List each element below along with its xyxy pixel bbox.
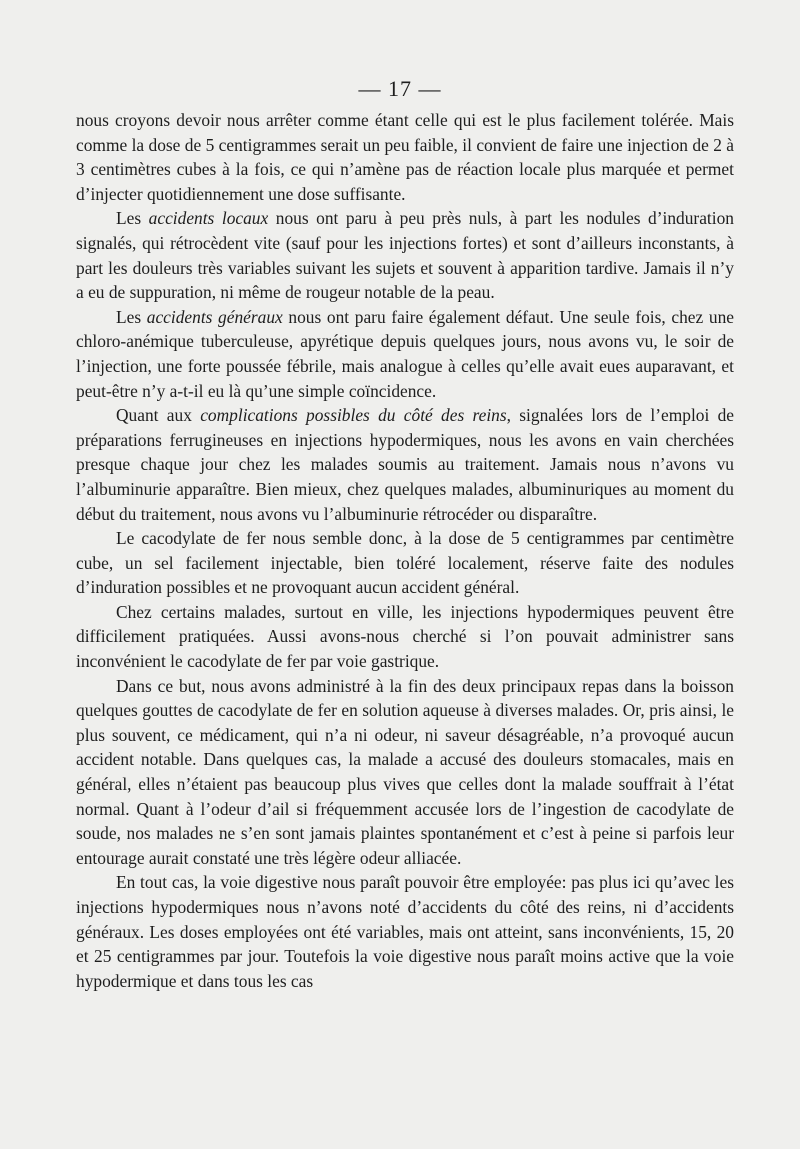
paragraph-3 xyxy=(76,305,734,403)
paragraph-6 xyxy=(76,600,734,674)
paragraph-5 xyxy=(76,526,734,600)
paragraph-4 xyxy=(76,403,734,526)
paragraph-5-text: Le cacodylate de fer nous semble donc, à la dose de 5 centigrammes par centimètre cube, un sel facilement injectable, bien toléré localement, réserve faite des nodules d’induration possibles et ne provoquant aucun accident général. xyxy=(76,528,734,598)
paragraph-7-text: Dans ce but, nous avons administré à la fin des deux principaux repas dans la boisson quelques gouttes de cacodylate de fer en solution aqueuse à diverses malades. Or, pris ainsi, le plus souvent, ce médicament, qui n’a ni odeur, ni saveur désagréable, n’a provoqué aucun accident notable. Dans quelques cas, la malade a accusé des douleurs stomacales, mais en général, elles n’étaient pas beaucoup plus vives que celles dont la malade souffrait à l’état normal. Quant à l’odeur d’ail si fréquemment accusée lors de l’ingestion de cacodylate de soude, nos malades ne s’en sont jamais plaintes spontanément et c’est à peine si parfois leur entourage aurait constaté une très légère odeur alliacée. xyxy=(76,675,734,868)
paragraph-3-text-start: Les xyxy=(116,306,147,327)
paragraph-2-italic-term: accidents locaux xyxy=(148,208,269,229)
paragraph-3-text-rest: nous ont paru faire également défaut. Une seule fois, chez une chloro-anémique tuberculeuse, apyrétique depuis quelques jours, nous avons vu, le soir de l’injection, une forte poussée fébrile, mais analogue à celles qu’elle avait eues auparavant, et peut-être n’y a-t-il eu là qu’une simple coïncidence. xyxy=(76,306,734,401)
paragraph-2-text-start: Les xyxy=(116,208,149,229)
paragraph-6-text: Chez certains malades, surtout en ville, les injections hypodermiques peuvent être difficilement pratiquées. Aussi avons-nous cherché si l’on pouvait administrer sans inconvénient le cacodylate de fer par voie gastrique. xyxy=(76,601,734,672)
paragraph-3-italic-term: accidents généraux xyxy=(146,306,283,327)
paragraph-2 xyxy=(76,206,734,304)
paragraph-7 xyxy=(76,674,734,871)
paragraph-1-text: nous croyons devoir nous arrêter comme étant celle qui est le plus facilement tolérée. Mais comme la dose de 5 centigrammes serait un peu faible, il convient de faire une injection de 2 à 3 centimètres cubes à la fois, ce qui n’amène pas de réaction locale plus marquée et permet d’injecter quotidiennement une dose suffisante. xyxy=(76,110,734,204)
paragraph-4-italic-term: complications possibles du côté des reins xyxy=(200,405,507,426)
paragraph-4-text-rest: , signalées lors de l’emploi de préparations ferrugineuses en injections hypodermiques, nous les avons en vain cherchées presque chaque jour chez les malades soumis au traitement. Jamais nous n’avons vu l’albuminurie apparaître. Bien mieux, chez quelques malades, albuminuriques au moment du début du traitement, nous avons vu l’albuminurie rétrocéder ou disparaître. xyxy=(76,405,735,524)
body-text xyxy=(76,108,734,993)
paragraph-8 xyxy=(76,870,734,993)
paragraph-8-text: En tout cas, la voie digestive nous paraît pouvoir être employée: pas plus ici qu’avec les injections hypodermiques nous n’avons noté d’accidents du côté des reins, ni d’accidents généraux. Les doses employées ont été variables, mais ont atteint, sans inconvénients, 15, 20 et 25 centigrammes par jour. Toutefois la voie digestive nous paraît moins active que la voie hypodermique et dans tous les cas xyxy=(76,872,734,991)
paragraph-4-text-start: Quant aux xyxy=(116,405,201,426)
page-number: — 17 — xyxy=(358,76,442,101)
paragraph-1 xyxy=(76,108,734,206)
paragraph-2-text-rest: nous ont paru à peu près nuls, à part les nodules d’induration signalés, qui rétrocèdent vite (sauf pour les injections fortes) et sont d’ailleurs inconstants, à part les douleurs très variables suivant les sujets et souvent à apparition tardive. Jamais il n’y a eu de suppuration, ni même de rougeur notable de la peau. xyxy=(76,208,734,303)
